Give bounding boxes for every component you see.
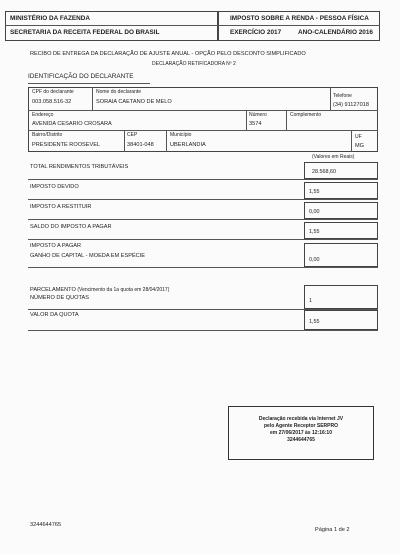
name-value: SORAIA CAETANO DE MELO <box>96 99 172 105</box>
to-pay-label: IMPOSTO A PAGAR <box>30 243 82 249</box>
city-label: Município <box>170 132 192 138</box>
phone-label: Telefone <box>333 93 352 99</box>
exercise: EXERCÍCIO 2017 <box>230 29 282 36</box>
identification-title: IDENTIFICAÇÃO DO DECLARANTE <box>28 73 134 80</box>
capital-gain-value: 0,00 <box>309 257 320 263</box>
balance-value: 1,55 <box>309 229 320 235</box>
receipt-subtitle: DECLARAÇÃO RETIFICADORA Nº 2 <box>152 61 236 67</box>
uf-label: UF <box>355 134 362 140</box>
refund-value: 0,00 <box>309 209 320 215</box>
cep-label: CEP <box>127 132 138 138</box>
quota-count-value: 1 <box>309 298 312 304</box>
installments-label <box>30 288 169 294</box>
cpf-label: CPF do declarante <box>32 89 74 95</box>
cep-value: 38401-048 <box>127 142 154 148</box>
capital-gain-label: GANHO DE CAPITAL - MOEDA EM ESPÉCIE <box>30 253 146 259</box>
ministry: MINISTÉRIO DA FAZENDA <box>10 15 91 22</box>
tax-due-label: IMPOSTO DEVIDO <box>30 184 79 190</box>
installments-title: PARCELAMENTO <box>30 287 76 293</box>
stamp-line-2: pelo Agente Receptor SERPRO <box>264 423 338 429</box>
secretariat: SECRETARIA DA RECEITA FEDERAL DO BRASIL <box>10 29 160 36</box>
city-value: UBERLANDIA <box>170 142 206 148</box>
installments-note: (Vencimento da 1a quota em 28/04/2017) <box>77 287 170 293</box>
name-label: Nome do declarante <box>96 89 142 95</box>
phone-value: (34) 91127018 <box>333 102 369 108</box>
address-label: Endereço <box>32 112 54 118</box>
identification-underline <box>28 83 150 84</box>
stamp-line-3: em 27/06/2017 às 12:16:10 <box>270 430 332 436</box>
tax-due-value: 1,55 <box>309 189 320 195</box>
quota-count-label: NÚMERO DE QUOTAS <box>30 295 89 301</box>
header-divider <box>5 25 380 26</box>
district-value: PRESIDENTE ROOSEVEL <box>32 142 101 148</box>
refund-label: IMPOSTO A RESTITUIR <box>30 204 92 210</box>
quota-value-value: 1,55 <box>309 319 320 325</box>
stamp-line-1: Declaração recebida via Internet JV <box>258 416 344 422</box>
total-income-value: 28.568,60 <box>312 169 336 175</box>
page-number: Página 1 de 2 <box>315 527 350 533</box>
district-label: Bairro/Distrito <box>32 132 63 138</box>
quota-value-label: VALOR DA QUOTA <box>30 312 79 318</box>
tax-title: IMPOSTO SOBRE A RENDA - PESSOA FÍSICA <box>230 15 369 22</box>
number-label: Número <box>249 112 267 118</box>
receipt-title: RECIBO DE ENTREGA DA DECLARAÇÃO DE AJUSTE ANUAL - OPÇÃO PELO DESCONTO SIMPLIFICADO <box>30 51 306 57</box>
total-income-label: TOTAL RENDIMENTOS TRIBUTÁVEIS <box>30 164 129 170</box>
address-value: AVENIDA CESARIO CROSARA <box>32 121 112 127</box>
receipt-stamp <box>228 406 374 460</box>
footer-code: 3244644765 <box>30 522 62 528</box>
balance-label: SALDO DO IMPOSTO A PAGAR <box>30 224 112 230</box>
cpf-value: 003.058.516-32 <box>32 99 72 105</box>
calendar-year: ANO-CALENDÁRIO 2016 <box>298 29 373 36</box>
number-value: 3574 <box>249 121 262 127</box>
values-note: (Valores em Reais) <box>312 154 355 160</box>
uf-value: MG <box>355 143 365 149</box>
complement-label: Complemento <box>290 112 322 118</box>
stamp-line-4: 3244644765 <box>287 437 315 443</box>
quota-count-box <box>304 285 378 309</box>
